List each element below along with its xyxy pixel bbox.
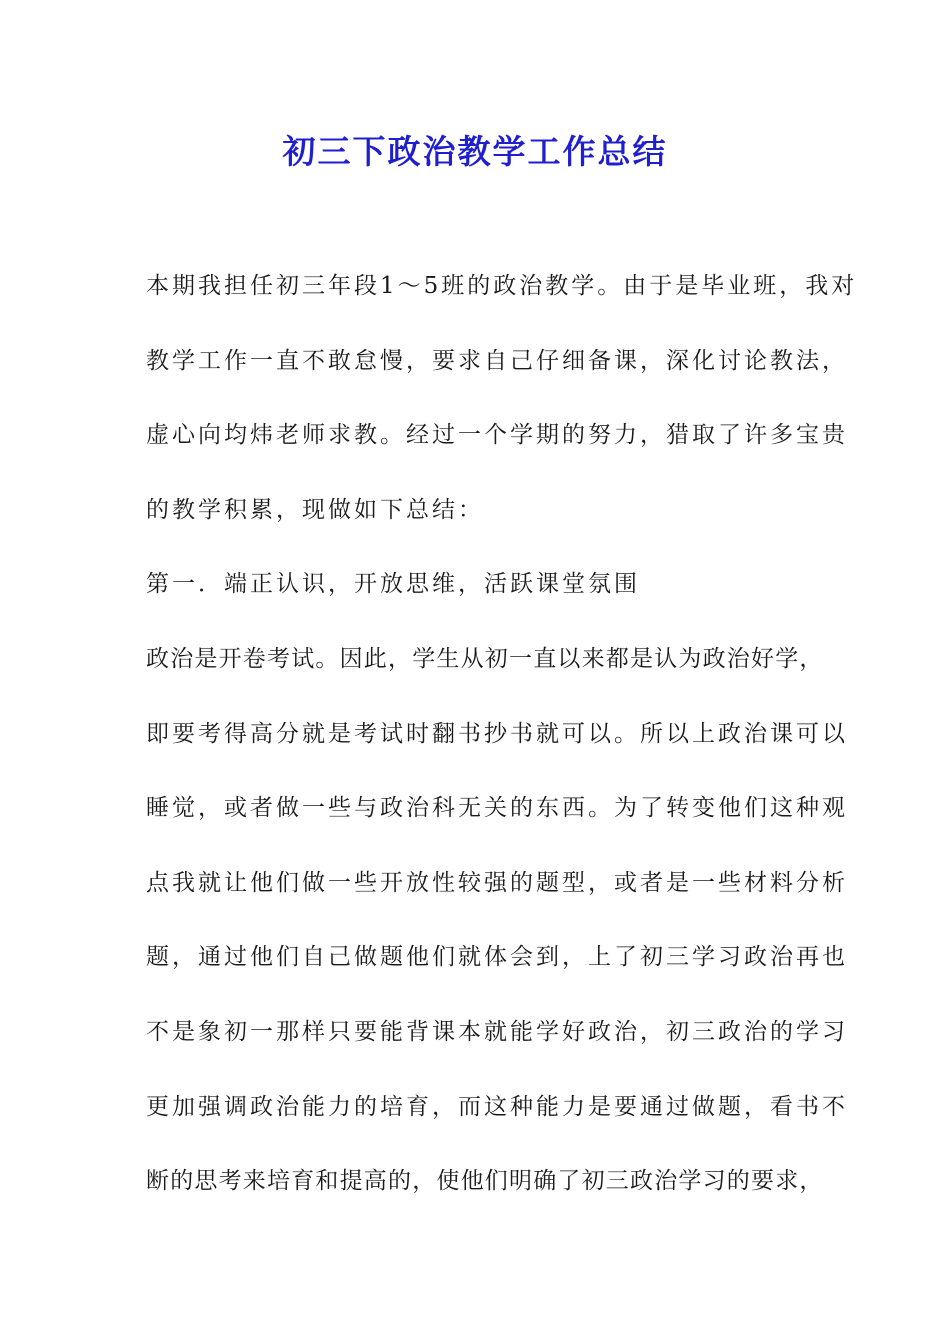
paragraph-line-4: 的教学积累，现做如下总结：	[146, 496, 484, 523]
paragraph-line-10: 题，通过他们自己做题他们就体会到，上了初三学习政治再也	[146, 944, 848, 971]
paragraph-line-1: 本期我担任初三年段1～5班的政治教学。由于是毕业班，我对	[146, 273, 858, 299]
document-body	[146, 266, 858, 1236]
paragraph-line-3: 虚心向均炜老师求教。经过一个学期的努力，猎取了许多宝贵	[146, 422, 848, 449]
paragraph-line-9: 点我就让他们做一些开放性较强的题型，或者是一些材料分析	[146, 869, 848, 896]
paragraph-line-13: 断的思考来培育和提高的，使他们明确了初三政治学习的要求，	[146, 1168, 824, 1195]
paragraph-line-7: 即要考得高分就是考试时翻书抄书就可以。所以上政治课可以	[146, 720, 848, 747]
paragraph-line-2: 教学工作一直不敢怠慢，要求自己仔细备课，深化讨论教法，	[146, 347, 848, 374]
paragraph-line-8: 睡觉，或者做一些与政治科无关的东西。为了转变他们这种观	[146, 795, 848, 822]
paragraph-line-6: 政治是开卷考试。因此，学生从初一直以来都是认为政治好学，	[146, 645, 824, 672]
paragraph-line-11: 不是象初一那样只要能背课本就能学好政治，初三政治的学习	[146, 1018, 848, 1045]
paragraph-line-12: 更加强调政治能力的培育，而这种能力是要通过做题，看书不	[146, 1093, 848, 1120]
document-title: 初三下政治教学工作总结	[282, 132, 668, 171]
section-heading: 第一．端正认识，开放思维，活跃课堂氛围	[146, 571, 640, 598]
